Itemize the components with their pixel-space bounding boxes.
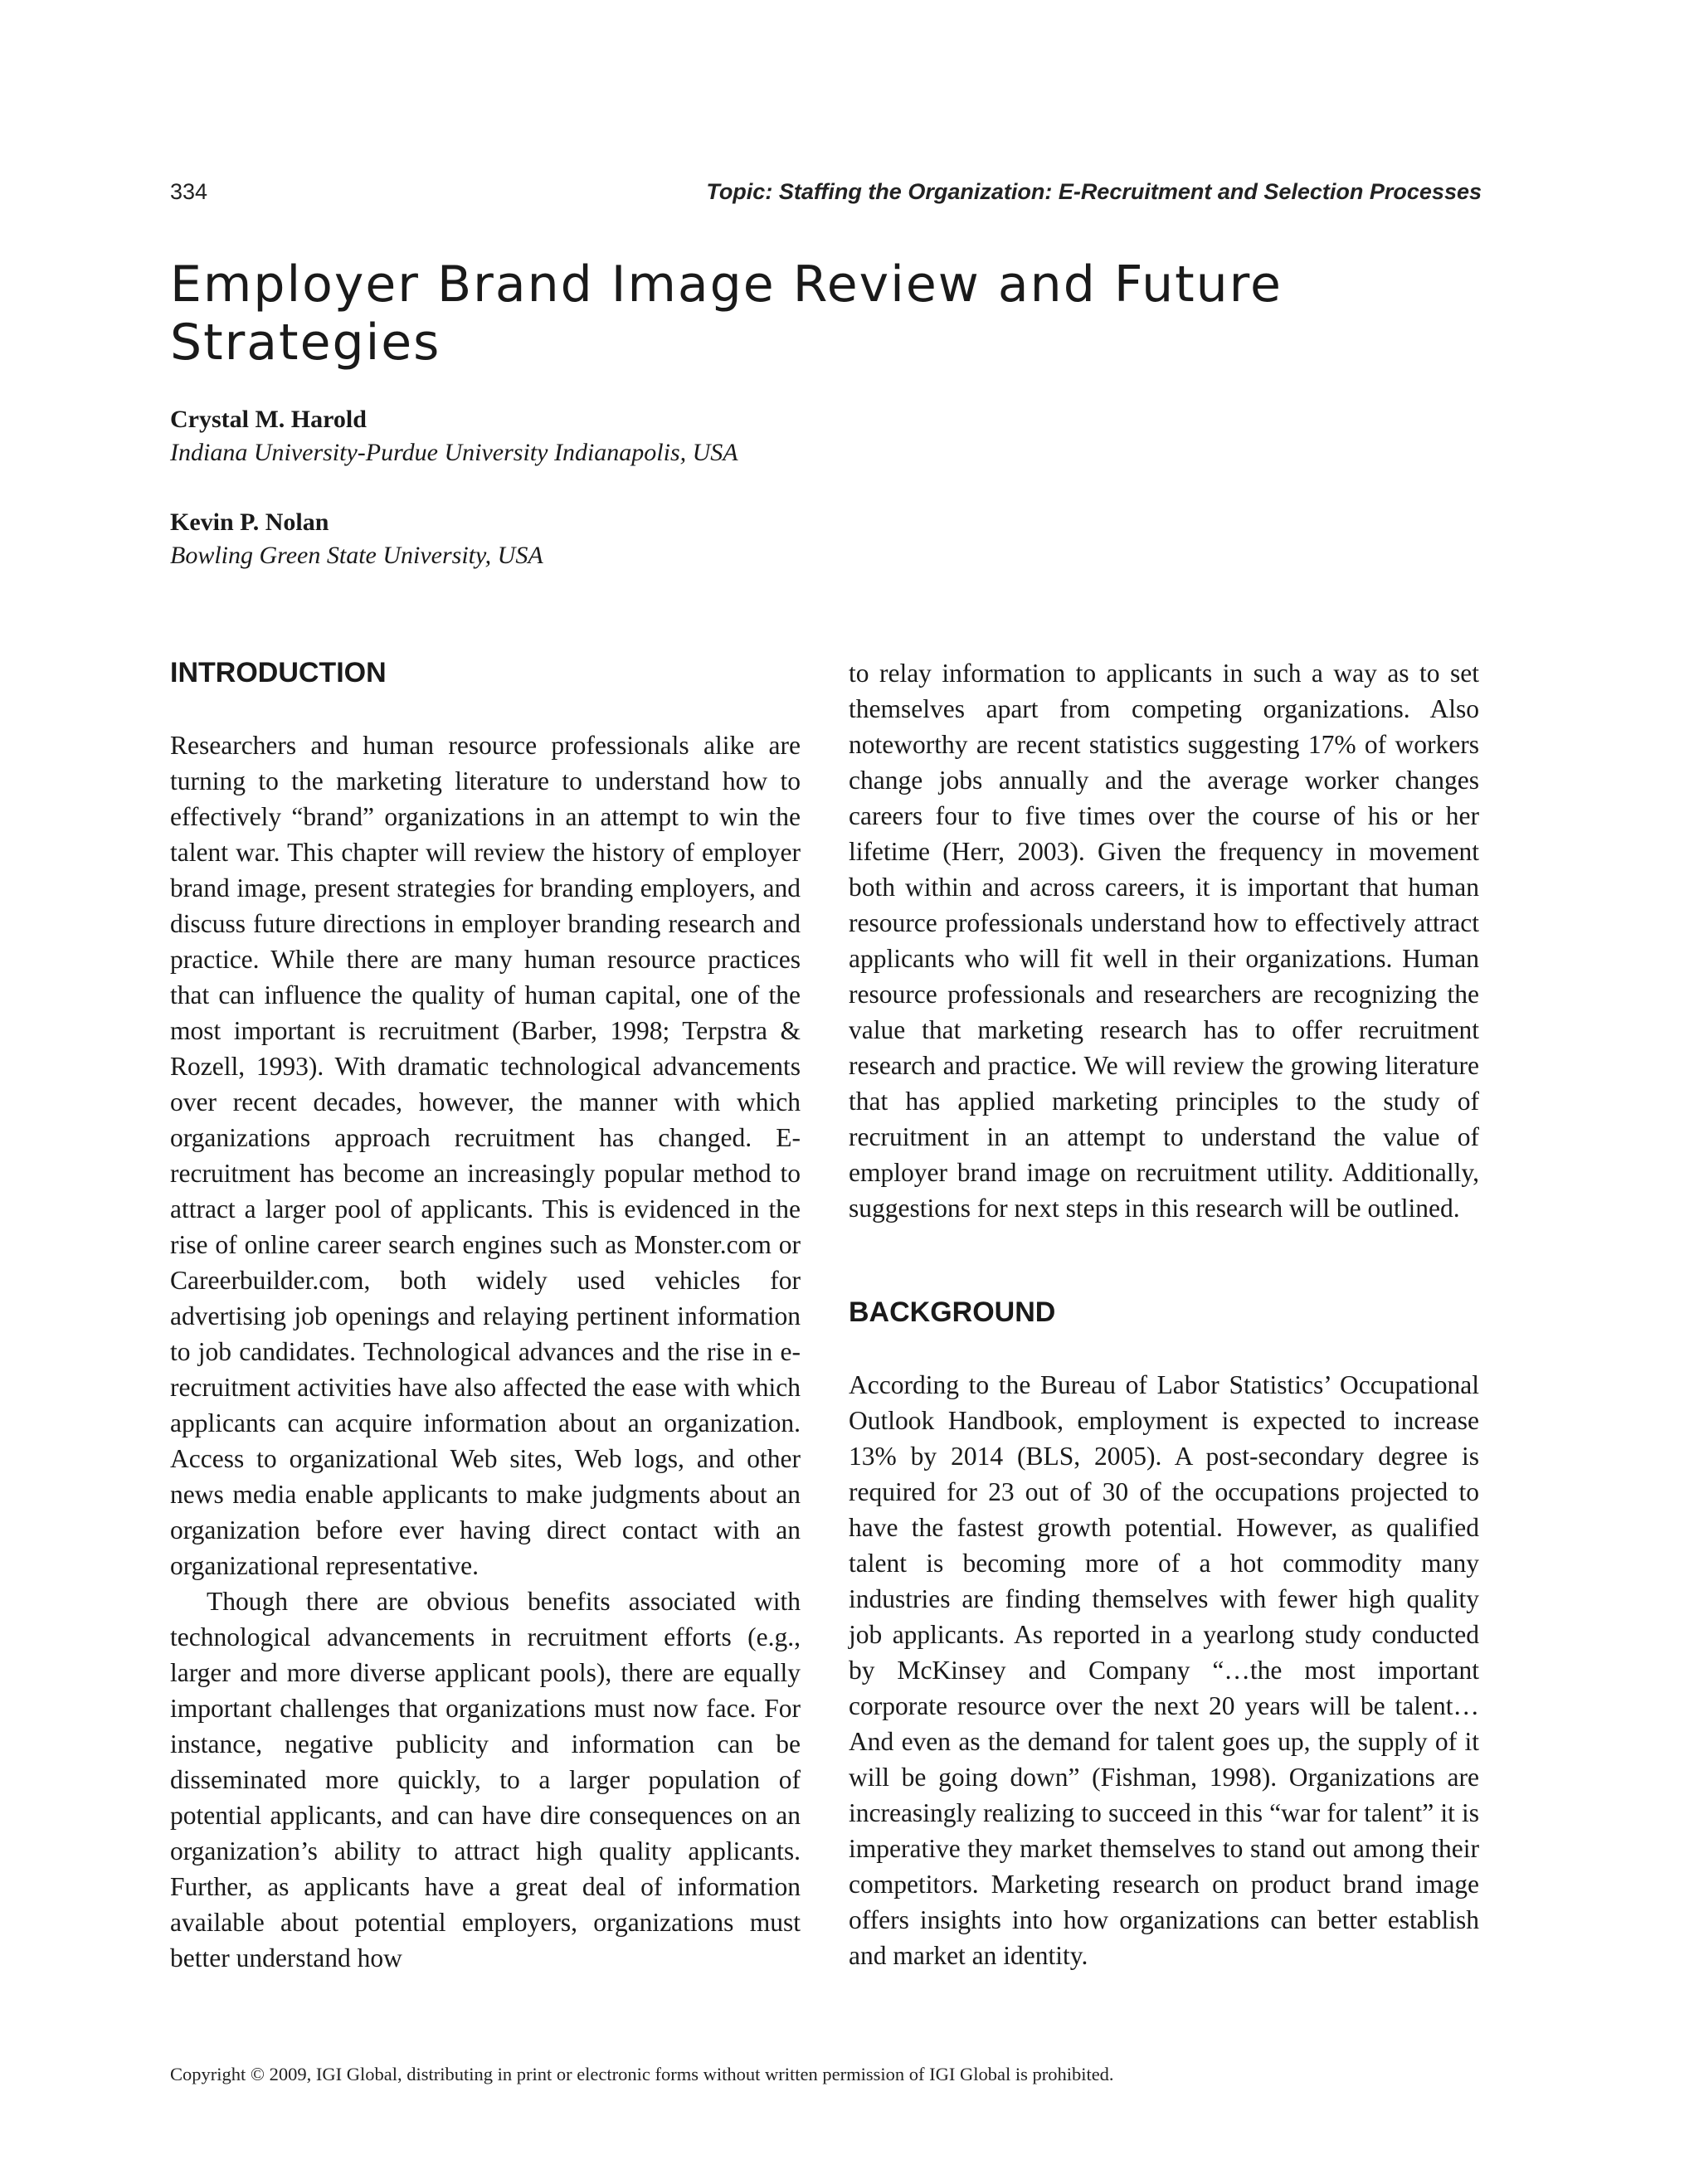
author-affiliation: Indiana University-Purdue University Indianapolis, USA bbox=[170, 439, 738, 466]
author-block bbox=[170, 403, 738, 469]
author-name: Crystal M. Harold bbox=[170, 406, 367, 433]
copyright-notice: Copyright © 2009, IGI Global, distributing in print or electronic forms without written permission of IGI Global is prohibited. bbox=[170, 2064, 1114, 2084]
body-paragraph: Though there are obvious benefits associated with technological advancements in recruitment efforts (e.g., larger and more diverse applicant pools), there are equally important challenges that organizations must now face. For instance, negative publicity and information can be disseminated more quickly, to a larger population of potential applicants, and can have dire consequences on an organization’s ability to attract high quality applicants. Further, as applicants have a great deal of information available about potential employers, organizations must better understand how bbox=[170, 1587, 801, 1972]
running-head: Topic: Staffing the Organization: E-Recruitment and Selection Processes bbox=[706, 179, 1482, 204]
body-paragraph: According to the Bureau of Labor Statistics’ Occupational Outlook Handbook, employment is expected to increase 13% by 2014 (BLS, 2005). A post-secondary degree is required for 23 out of 30 of the occupations projected to have the fastest growth potential. However, as qualified talent is becoming more of a hot commodity many industries are finding themselves with fewer high quality job applicants. As reported in a yearlong study conducted by McKinsey and Company “…the most important corporate resource over the next 20 years will be talent…And even as the demand for talent goes up, the supply of it will be going down” (Fishman, 1998). Organizations are increasingly realizing to succeed in this “war for talent” it is imperative they market themselves to stand out among their competitors. Marketing research on product brand image offers insights into how organizations can better establish and market an identity. bbox=[849, 1370, 1479, 1970]
page-number: 334 bbox=[170, 179, 208, 204]
left-column bbox=[170, 655, 801, 1976]
body-paragraph: Researchers and human resource professionals alike are turning to the marketing literature to understand how to effectively “brand” organizations in an attempt to win the talent war. This chapter will review the history of employer brand image, present strategies for branding employers, and discuss future directions in employer branding research and practice. While there are many human resource practices that can influence the quality of human capital, one of the most important is recruitment (Barber, 1998; Terpstra & Rozell, 1993). With dramatic technological advancements over recent decades, however, the manner with which organizations approach recruitment has changed. E-recruitment has become an increasingly popular method to attract a larger pool of applicants. This is evidenced in the rise of online career search engines such as Monster.com or Careerbuilder.com, both widely used vehicles for advertising job openings and relaying pertinent information to job candidates. Technological advances and the rise in e-recruitment activities have also affected the ease with which applicants can acquire information about an organization. Access to organizational Web sites, Web logs, and other news media enable applicants to make judgments about an organization before ever having direct contact with an organizational representative. bbox=[170, 731, 801, 1580]
right-column bbox=[849, 655, 1479, 1973]
section-heading-introduction: INTRODUCTION bbox=[170, 657, 387, 688]
page-title: Employer Brand Image Review and Future Strategies bbox=[170, 255, 1283, 372]
section-heading-background: BACKGROUND bbox=[849, 1296, 1056, 1328]
author-affiliation: Bowling Green State University, USA bbox=[170, 542, 543, 569]
body-paragraph: to relay information to applicants in such a way as to set themselves apart from competing organizations. Also noteworthy are recent statistics suggesting 17% of workers change jobs annually and the average worker changes careers four to five times over the course of his or her lifetime (Herr, 2003). Given the frequency in movement both within and across careers, it is important that human resource professionals understand how to effectively attract applicants who will fit well in their organizations. Human resource professionals and researchers are recognizing the value that marketing research has to offer recruitment research and practice. We will review the growing literature that has applied marketing principles to the study of recruitment in an attempt to understand the value of employer brand image on recruitment utility. Additionally, suggestions for next steps in this research will be outlined. bbox=[849, 659, 1479, 1223]
author-name: Kevin P. Nolan bbox=[170, 508, 329, 536]
author-block bbox=[170, 506, 543, 572]
